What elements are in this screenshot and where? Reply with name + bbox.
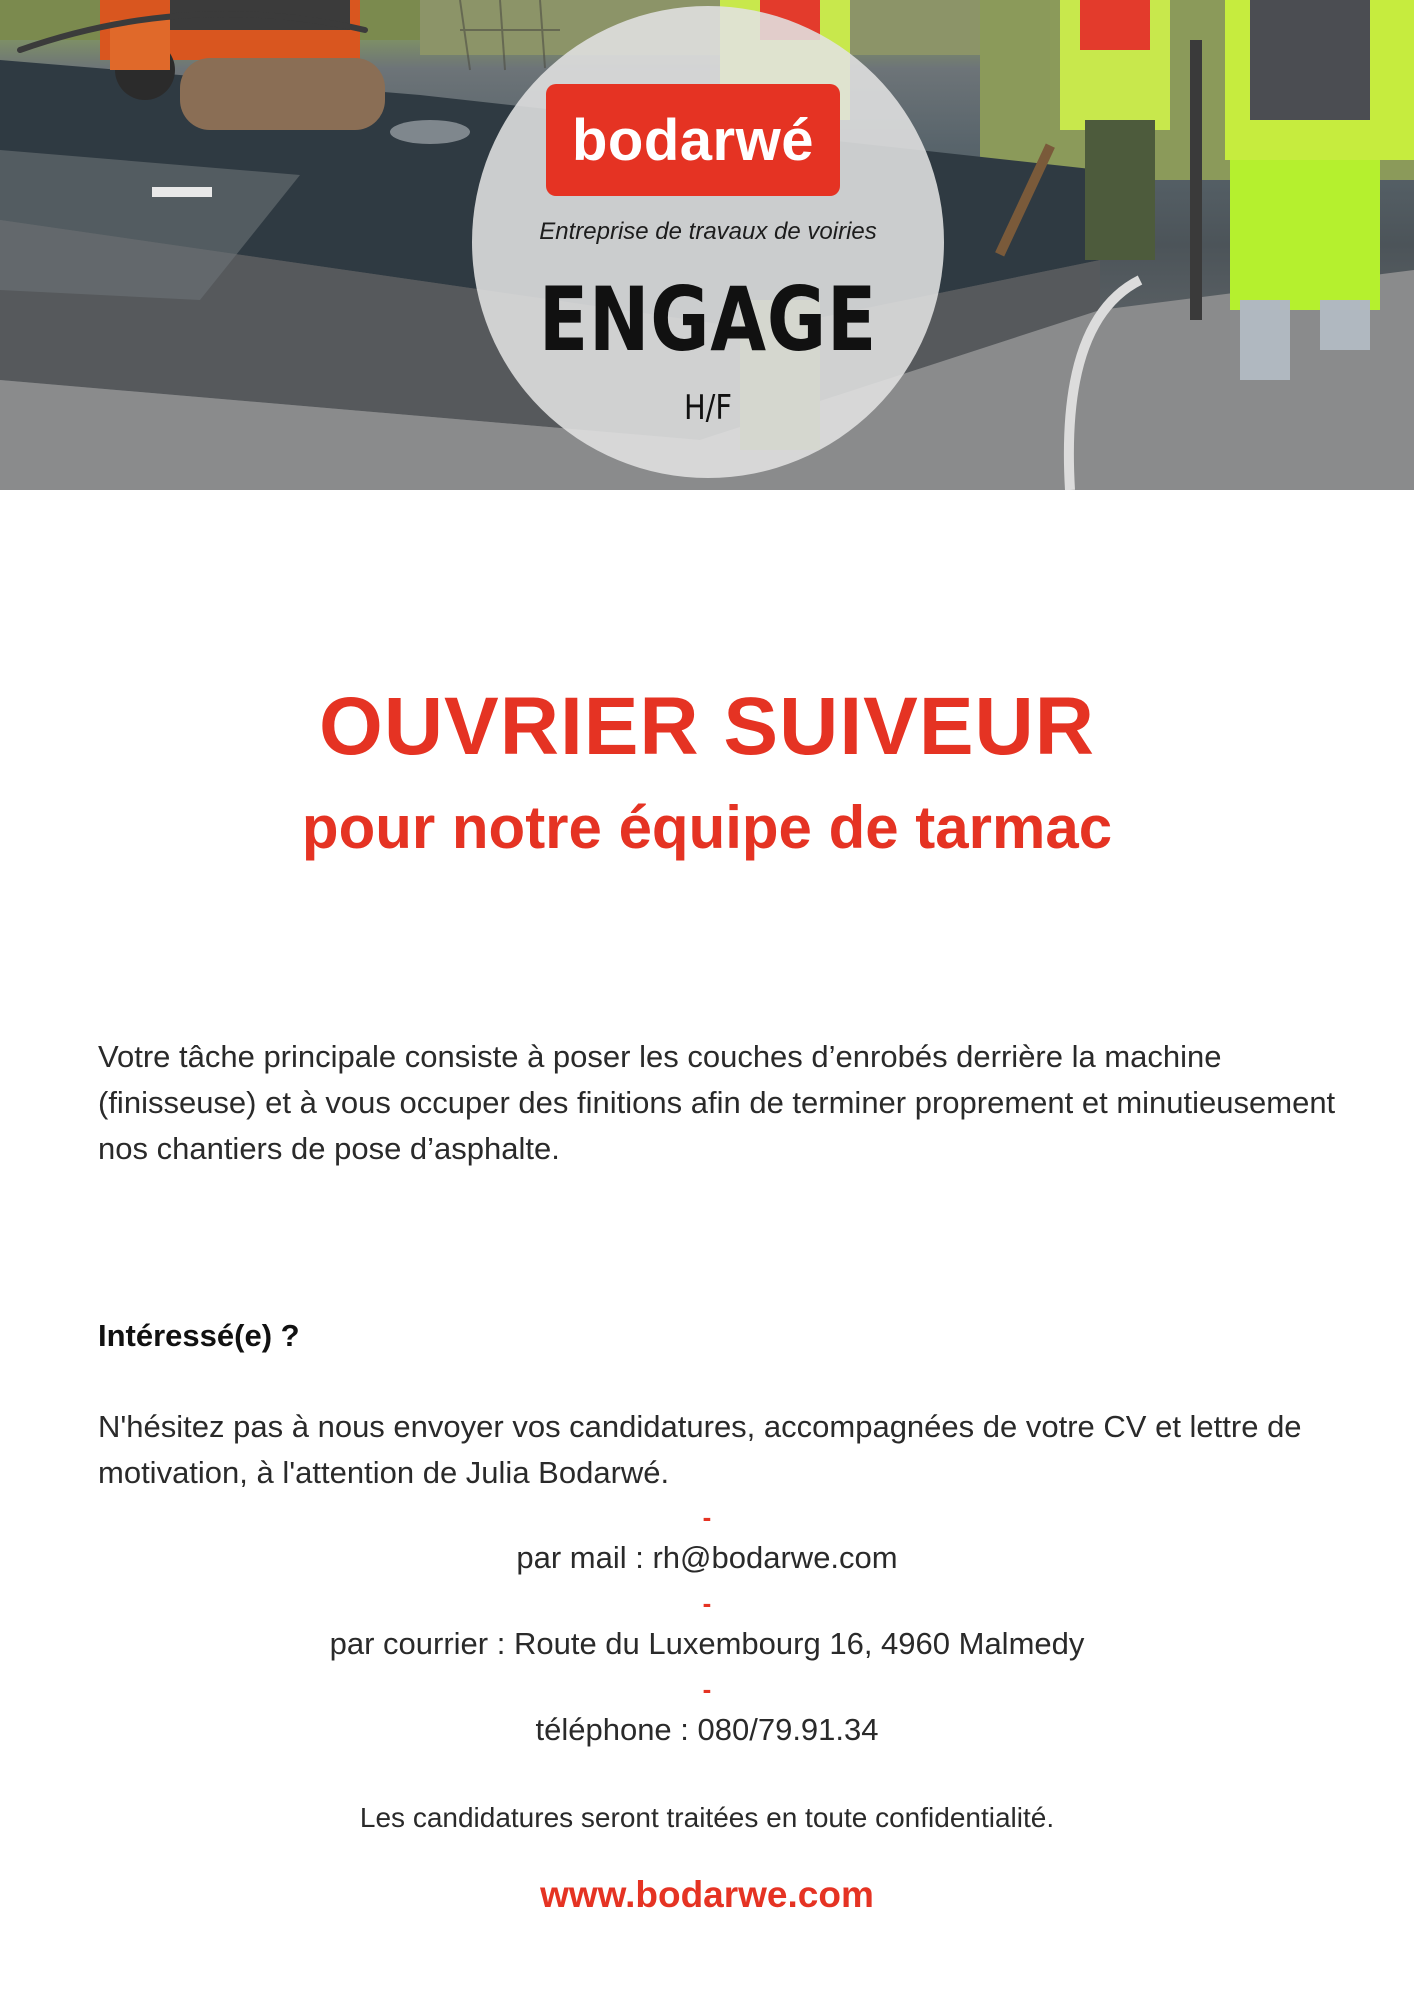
job-description: Votre tâche principale consiste à poser les couches d’enrobés derrière la machine (finisseuse) et à vous occuper des finitions afin de terminer proprement et minutieusement nos chantiers de pose d’asphalte. [98,1039,1336,1166]
contact-email[interactable]: par mail : rh@bodarwe.com [516,1540,898,1575]
job-title: OUVRIER SUIVEUR [319,681,1095,772]
company-tagline: Entreprise de travaux de voiries [539,218,877,245]
website-link[interactable]: www.bodarwe.com [540,1874,874,1915]
company-logo [546,84,840,196]
separator-dash: - [702,1674,712,1704]
separator-dash: - [702,1502,712,1532]
contact-address: par courrier : Route du Luxembourg 16, 4960 Malmedy [329,1626,1085,1661]
application-invite: N'hésitez pas à nous envoyer vos candidatures, accompagnées de votre CV et lettre de motivation, à l'attention de Julia Bodarwé. [98,1409,1302,1490]
contact-phone[interactable]: téléphone : 080/79.91.34 [535,1712,879,1747]
logo-swoosh [0,0,380,60]
interest-heading: Intéressé(e) ? [98,1318,300,1353]
job-subtitle: pour notre équipe de tarmac [301,794,1113,861]
separator-dash: - [702,1588,712,1618]
headline: ENGAGE [538,268,878,371]
confidentiality-note: Les candidatures seront traitées en toute confidentialité. [359,1802,1055,1833]
logo-text: bodarwé [572,107,814,173]
gender-label: H/F [683,388,733,428]
header-photo [0,0,1414,490]
